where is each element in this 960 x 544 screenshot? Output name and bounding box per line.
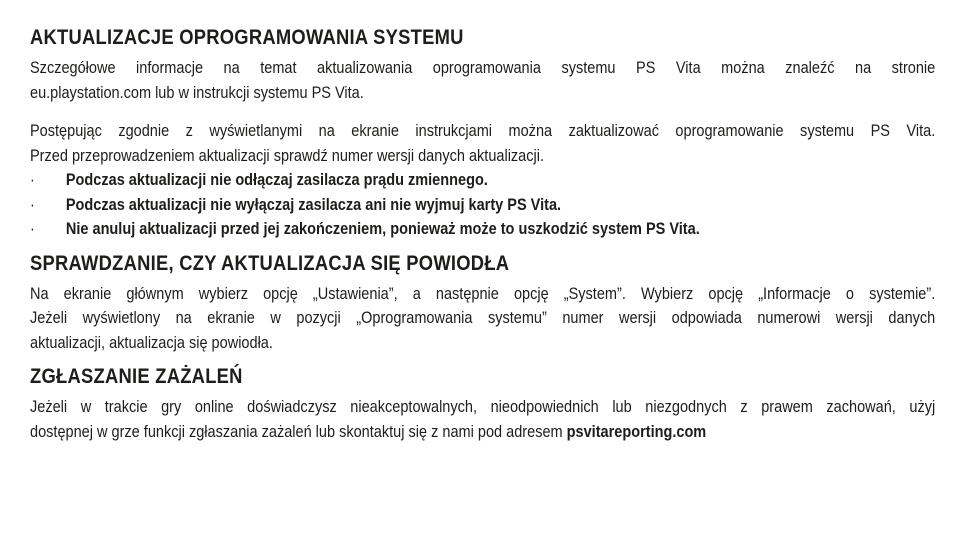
list-item: [30, 217, 935, 242]
list-item: [30, 193, 935, 218]
paragraph: [30, 119, 935, 168]
paragraph: [30, 56, 935, 105]
paragraph-line: aktualizacji, aktualizacja się powiodła.: [30, 332, 273, 352]
bullet-text: Nie anuluj aktualizacji przed jej zakończeniem, ponieważ może to uszkodzić system PS Vita.: [65, 219, 700, 238]
paragraph-line: Postępując zgodnie z wyświetlanymi na ekranie instrukcjami można zaktualizować oprogramowanie systemu PS Vita.: [30, 121, 936, 140]
paragraph-line: Jeżeli wyświetlony na ekranie w pozycji „Oprogramowania systemu” numer wersji odpowiada numerowi wersji danych: [30, 308, 936, 327]
section-system-software-updates: [30, 26, 935, 242]
bullet-list: [30, 168, 935, 242]
paragraph: [30, 395, 935, 444]
section-heading: ZGŁASZANIE ZAŻALEŃ: [30, 364, 243, 388]
paragraph-line: Jeżeli w trakcie gry online doświadczysz nieakceptowalnych, nieodpowiednich lub niezgodnych z prawem zachowań, użyj: [30, 397, 936, 416]
reporting-url: psvitareporting.com: [566, 421, 707, 441]
paragraph-line: Szczegółowe informacje na temat aktualizowania oprogramowania systemu PS Vita można znaleźć na stronie: [30, 58, 936, 77]
paragraph: [30, 282, 935, 356]
bullet-text: Podczas aktualizacji nie odłączaj zasilacza prądu zmiennego.: [65, 170, 488, 189]
paragraph-line-text: dostępnej w grze funkcji zgłaszania zażaleń lub skontaktuj się z nami pod adresem: [30, 421, 567, 441]
section-check-update-success: [30, 252, 935, 356]
section-reporting-complaints: [30, 365, 935, 444]
bullet-icon: ·: [30, 194, 35, 214]
bullet-icon: ·: [30, 219, 35, 238]
paragraph-line: [30, 420, 935, 445]
list-item: [30, 168, 935, 193]
paragraph-line: Przed przeprowadzeniem aktualizacji sprawdź numer wersji danych aktualizacji.: [30, 145, 545, 165]
bullet-icon: ·: [30, 170, 35, 189]
section-heading: SPRAWDZANIE, CZY AKTUALIZACJA SIĘ POWIODŁA: [30, 250, 510, 275]
paragraph-line: Na ekranie głównym wybierz opcję „Ustawienia”, a następnie opcję „System”. Wybierz opcję „Informacje o systemie”.: [30, 283, 936, 303]
bullet-text: Podczas aktualizacji nie wyłączaj zasilacza ani nie wyjmuj karty PS Vita.: [65, 194, 562, 214]
section-heading: AKTUALIZACJE OPROGRAMOWANIA SYSTEMU: [30, 25, 464, 49]
paragraph-line: eu.playstation.com lub w instrukcji systemu PS Vita.: [30, 82, 364, 102]
page-content: [30, 26, 935, 444]
